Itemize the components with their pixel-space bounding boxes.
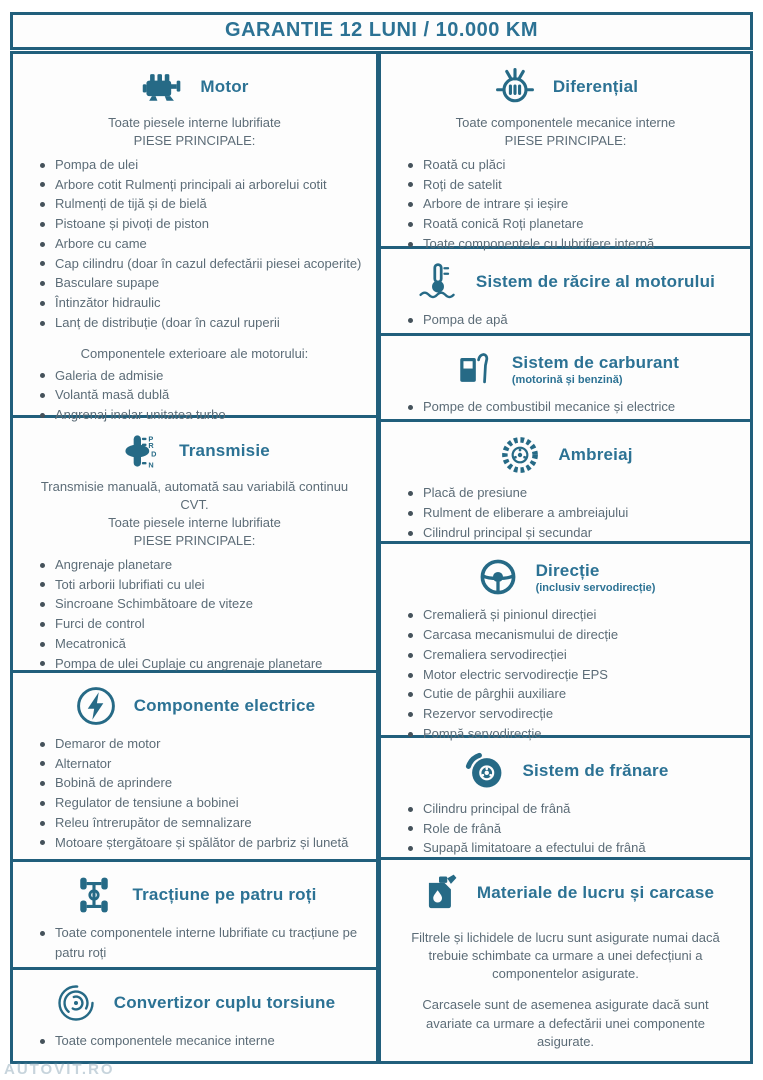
section-intro-line: Toate piesele interne lubrifiate [108, 115, 281, 130]
section-title: Sistem de răcire al motorului [475, 272, 716, 291]
fourwd-icon [72, 873, 116, 917]
left-column [10, 51, 379, 1064]
section-title: Direcție [535, 560, 600, 580]
bullet-item: Rulmenți de tijă și de bielă [38, 194, 363, 214]
bullet-item: Lanț de distribuție (doar în cazul ruperii [38, 313, 363, 333]
svg-text:R: R [148, 440, 154, 450]
bullet-item: Demaror de motor [38, 734, 363, 754]
section-header [22, 872, 367, 918]
section-paragraph: Filtrele și lichidele de lucru sunt asigurate numai dacă trebuie schimbate ca urmare a unei defecțiuni a componentelor asigurate. [411, 929, 720, 982]
engine-icon [140, 65, 184, 109]
section-intro-line: Toate componentele mecanice interne [455, 115, 676, 130]
section-title: Tracțiune pe patru roți [132, 884, 317, 904]
section-bullet-list [390, 310, 741, 330]
bullet-item: Cremalieră și pinionul direcției [406, 605, 737, 625]
section-title: Transmisie [179, 441, 270, 461]
bullet-item: Pompe de combustibil mecanice și electrice [406, 397, 737, 417]
bullet-item: Arbore cu came [38, 234, 363, 254]
svg-text:N: N [148, 460, 154, 470]
section-intro-line: PIESE PRINCIPALE: [133, 132, 256, 148]
bullet-item: Rulment de eliberare a ambreiajului [406, 503, 737, 523]
section-intro-line: PIESE PRINCIPALE: [133, 532, 256, 548]
section-bullet-list [390, 397, 741, 417]
section-intro-line: Transmisie manuală, automată sau variabilă continuu CVT. [40, 479, 349, 513]
bullet-item: Mecatronică [38, 634, 363, 654]
section-sistem-franare [378, 735, 753, 860]
section-intro [28, 114, 361, 150]
fuel-pump-icon [452, 347, 496, 391]
section-header [390, 64, 741, 110]
bullet-item: Roată conică Roți planetare [406, 214, 737, 234]
section-title: Diferențial [552, 77, 639, 96]
thermometer-waves-icon [416, 260, 460, 304]
watermark: AUTOVIT.RO [4, 1061, 115, 1078]
bullet-item: Volantă masă dublă [38, 385, 363, 405]
section-intro-line: PIESE PRINCIPALE: [504, 132, 627, 148]
bullet-item: Pompa de ulei [38, 155, 363, 175]
bullet-item: Motoare ștergătoare și spălător de parbriz și lunetă [38, 833, 363, 853]
section-header [390, 346, 741, 392]
section-diferential [378, 51, 753, 249]
section-componente-electrice [10, 670, 379, 862]
bullet-item: Basculare supape [38, 273, 363, 293]
clutch-disc-icon [498, 433, 542, 477]
bullet-item: Arbore de intrare și ieșire [406, 194, 737, 214]
bullet-item: Arbore cotit Rulmenți principali ai arborelui cotit [38, 175, 363, 195]
section-intro [28, 478, 361, 550]
section-paragraphs [390, 929, 741, 1051]
gearshift-icon [119, 429, 163, 473]
section-header [22, 428, 367, 474]
bullet-item: Cutie de pârghii auxiliare [406, 684, 737, 704]
bullet-item: Pompă servodirecție [406, 724, 737, 744]
section-header [390, 554, 741, 600]
bullet-item: Angrenaje planetare [38, 555, 363, 575]
bullet-item: Role de frână [406, 819, 737, 839]
section-bullet-list [22, 923, 367, 963]
section-motor [10, 51, 379, 423]
section-bullet-list [22, 734, 367, 853]
section-header [390, 432, 741, 478]
section-convertizor-cuplu [10, 967, 379, 1064]
brake-disc-icon [462, 749, 506, 793]
bullet-item: Toti arborii lubrifiati cu ulei [38, 575, 363, 595]
section-title: Componente electrice [133, 695, 316, 715]
bullet-item: Angrenaj inelar unitatea turbo [38, 405, 363, 425]
bullet-item: Pistoane și pivoți de piston [38, 214, 363, 234]
section-title: Convertizor cuplu torsiune [113, 993, 336, 1013]
bullet-item: Roți de satelit [406, 175, 737, 195]
section-materiale-lucru [378, 857, 753, 1064]
lightning-icon [74, 684, 118, 728]
section-ambreiaj [378, 419, 753, 544]
section-bullet-list [390, 799, 741, 858]
section-subtitle: (motorină și benzină) [511, 373, 623, 386]
section-sistem-carburant [378, 333, 753, 422]
section-header [22, 683, 367, 729]
section-bullet-list [390, 155, 741, 254]
bullet-item: Pompa de apă [406, 310, 737, 330]
section-subheading: Componentele exterioare ale motorului: [80, 345, 309, 361]
differential-icon [493, 65, 537, 109]
section-intro [396, 114, 735, 150]
section-header [390, 748, 741, 794]
bullet-item: Carcasa mecanismului de direcție [406, 625, 737, 645]
bullet-item: Bobină de aprindere [38, 773, 363, 793]
section-transmisie [10, 415, 379, 673]
section-title: Sistem de frănare [522, 760, 669, 780]
torque-converter-icon [54, 981, 98, 1025]
section-bullet-list [22, 1031, 367, 1051]
bullet-item: Regulator de tensiune a bobinei [38, 793, 363, 813]
section-bullet-list [22, 155, 367, 333]
bullet-item: Sincroane Schimbătoare de viteze [38, 594, 363, 614]
bullet-item: Furci de control [38, 614, 363, 634]
bullet-item: Toate componentele mecanice interne [38, 1031, 363, 1051]
section-intro-line: Toate piesele interne lubrifiate [108, 514, 281, 530]
bullet-item: Întinzător hidraulic [38, 293, 363, 313]
bullet-item: Motor electric servodirecție EPS [406, 665, 737, 685]
right-column [378, 51, 753, 1064]
oil-canister-icon [417, 871, 461, 915]
bullet-item: Alternator [38, 754, 363, 774]
columns-wrapper [10, 51, 753, 1064]
section-bullet-list-2 [22, 366, 367, 425]
bullet-item: Cilindrul principal și secundar [406, 523, 737, 543]
section-title: Ambreiaj [558, 445, 633, 465]
bullet-item: Toate componentele interne lubrifiate cu tracțiune pe patru roți [38, 923, 363, 963]
section-bullet-list [390, 605, 741, 743]
section-title: Materiale de lucru și carcase [476, 882, 715, 902]
section-header [390, 259, 741, 305]
section-paragraph: Carcasele sunt de asemenea asigurate dacă sunt avariate ca urmare a defectării unei componente asigurate. [422, 997, 709, 1049]
section-directie [378, 541, 753, 741]
section-header [22, 64, 367, 110]
steering-wheel-icon [476, 555, 520, 599]
section-title: Sistem de carburant [511, 352, 680, 372]
section-title: Motor [200, 77, 249, 96]
bullet-item: Supapă limitatoare a efectului de frână [406, 838, 737, 858]
section-bullet-list [22, 555, 367, 674]
bullet-item: Roată cu plăci [406, 155, 737, 175]
section-subtitle: (inclusiv servodirecție) [535, 581, 656, 594]
bullet-item: Toate componentele cu lubrifiere internă [406, 234, 737, 254]
bullet-item: Cap cilindru (doar în cazul defectării piesei acoperite) [38, 254, 363, 274]
bullet-item: Placă de presiune [406, 483, 737, 503]
section-sistem-racire [378, 246, 753, 336]
section-bullet-list [390, 483, 741, 542]
svg-text:D: D [151, 449, 157, 459]
section-header [22, 980, 367, 1026]
bullet-item: Cilindru principal de frână [406, 799, 737, 819]
bullet-item: Cremaliera servodirecției [406, 645, 737, 665]
bullet-item: Rezervor servodirecție [406, 704, 737, 724]
bullet-item: Galeria de admisie [38, 366, 363, 386]
svg-text:P: P [148, 434, 154, 444]
section-header [390, 870, 741, 916]
page-title: GARANTIE 12 LUNI / 10.000 KM [10, 12, 753, 50]
bullet-item: Releu întrerupător de semnalizare [38, 813, 363, 833]
section-tractiune-patru-roti [10, 859, 379, 970]
bullet-item: Pompa de ulei Cuplaje cu angrenaje planetare [38, 654, 363, 674]
